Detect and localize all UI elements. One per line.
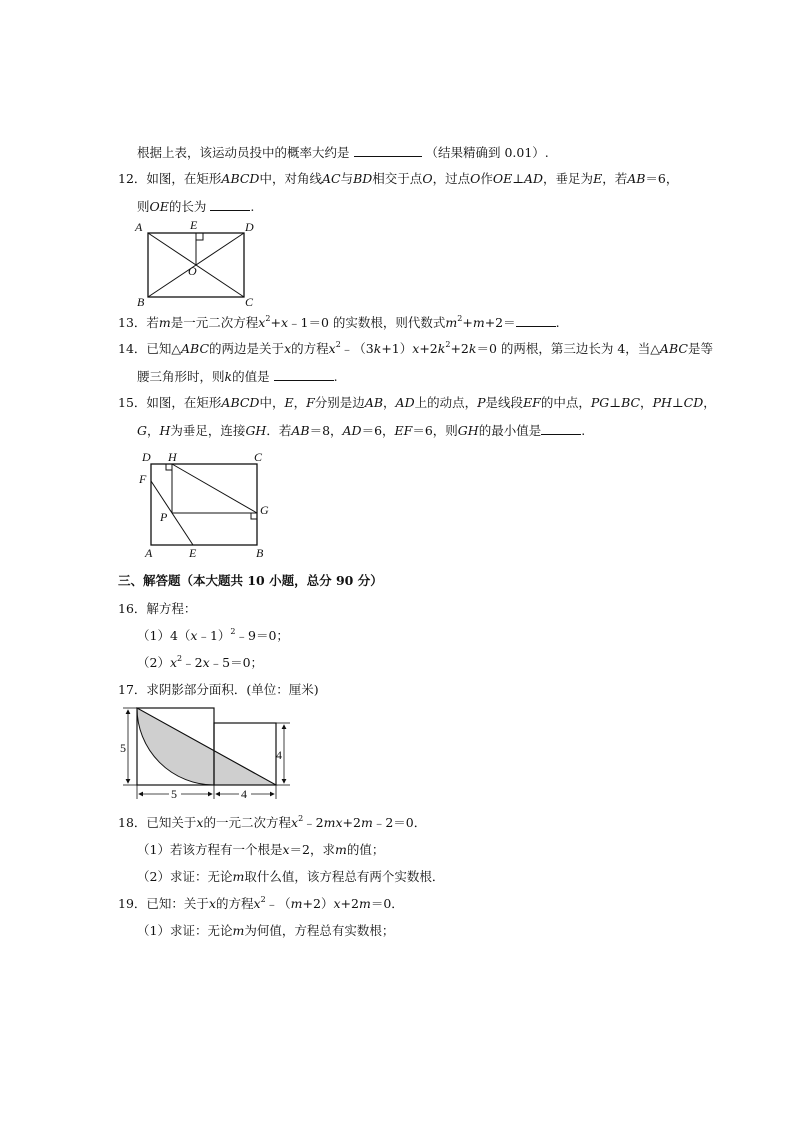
question-number: 15． xyxy=(118,395,147,410)
q15-rectangle-figure xyxy=(136,447,281,567)
question-number: 16． xyxy=(118,601,147,616)
label-height-right: 4 xyxy=(276,748,282,762)
q12-rectangle-figure xyxy=(133,218,273,308)
q11-tail-line: 根据上表，该运动员投中的概率大约是 （结果精确到 0.01）. xyxy=(137,145,549,160)
label-width-left: 5 xyxy=(171,787,177,801)
label-d: D xyxy=(245,220,254,234)
q12-line1: 12．如图，在矩形ABCD中，对角线AC与BD相交于点O，过点O作OE⊥AD，垂足为E，若AB＝6， xyxy=(118,171,679,186)
answer-blank[interactable] xyxy=(516,314,556,327)
q18-sub1: （1）若该方程有一个根是x＝2，求m的值； xyxy=(137,842,385,857)
question-number: 13． xyxy=(118,315,147,330)
q16-sub1: （1）4（x﹣1）$^2$﹣9＝0； xyxy=(137,627,289,643)
label-o: O xyxy=(188,264,197,278)
label-g: G xyxy=(260,503,269,517)
q19-sub1: （1）求证：无论m为何值，方程总有实数根； xyxy=(137,923,395,938)
label-f: F xyxy=(139,472,147,486)
q17-shaded-area-figure xyxy=(118,702,298,802)
label-e: E xyxy=(190,218,198,232)
question-number: 18． xyxy=(118,815,147,830)
label-width-right: 4 xyxy=(241,787,247,801)
answer-blank[interactable] xyxy=(210,198,250,211)
answer-blank[interactable] xyxy=(354,144,422,157)
question-number: 14． xyxy=(118,341,147,356)
right-angle-mark-h xyxy=(166,464,172,470)
label-a: A xyxy=(135,220,143,234)
label-p: P xyxy=(160,510,168,524)
label-e: E xyxy=(189,546,197,560)
segment-gh xyxy=(172,464,257,513)
q15-line1: 15．如图，在矩形ABCD中，E，F分别是边AB，AD上的动点，P是线段EF的中点，PG⊥BC，PH⊥CD， xyxy=(118,395,716,410)
label-b: B xyxy=(137,295,145,309)
right-angle-mark xyxy=(196,233,203,240)
section-heading: 三、解答题（本大题共 10 小题，总分 90 分） xyxy=(118,573,383,588)
q12-line2: 则OE的长为 . xyxy=(137,199,255,214)
q14-line2: 腰三角形时，则k的值是 . xyxy=(137,369,338,384)
label-a: A xyxy=(145,546,153,560)
q13-line: 13．若m是一元二次方程$x^2+x﹣1=0$ 的实数根，则代数式$m^2+m+2=$ . xyxy=(118,314,560,330)
q16-title: 16．解方程： xyxy=(118,601,197,616)
label-h: H xyxy=(168,450,177,464)
label-c: C xyxy=(254,450,263,464)
question-number: 19． xyxy=(118,896,147,911)
q14-line1: 14．已知△ABC的两边是关于x的方程$x^2﹣(3k+1)x+2k^2+2k=0$ 的两根，第三边长为 4，当△ABC是等 xyxy=(118,340,713,356)
label-c: C xyxy=(245,295,254,309)
q18-line: 18．已知关于x的一元二次方程$x^2﹣2mx+2m﹣2=0$． xyxy=(118,814,427,830)
q15-line2: G，H为垂足，连接GH．若AB＝8，AD＝6，EF＝6，则GH的最小值是 . xyxy=(137,423,586,438)
right-angle-mark-g xyxy=(251,513,257,519)
q18-sub2: （2）求证：无论m取什么值，该方程总有两个实数根． xyxy=(137,869,445,884)
answer-blank[interactable] xyxy=(274,368,334,381)
label-b: B xyxy=(256,546,264,560)
q16-sub2: $(2)x^2﹣2x﹣5=0$； xyxy=(137,654,264,670)
question-number: 17． xyxy=(118,682,147,697)
label-d: D xyxy=(142,450,151,464)
question-number: 12． xyxy=(118,171,147,186)
q19-line: 19．已知：关于x的方程$x^2﹣(m+2)x+2m=0$． xyxy=(118,895,404,911)
label-height-left: 5 xyxy=(120,741,126,755)
q17-title: 17．求阴影部分面积．(单位：厘米) xyxy=(118,682,319,697)
answer-blank[interactable] xyxy=(541,422,581,435)
